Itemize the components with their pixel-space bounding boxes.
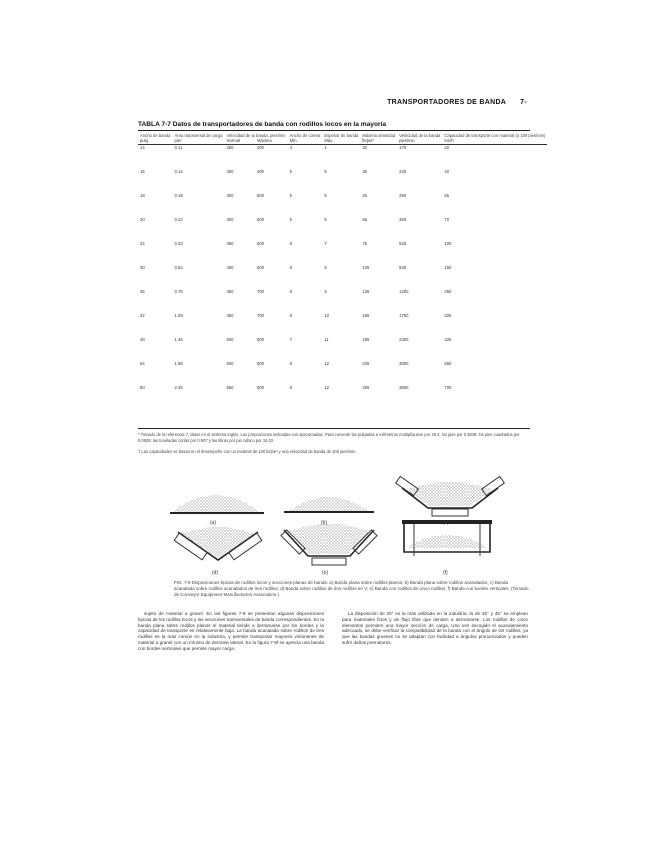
roll <box>312 558 346 565</box>
table-cell: 5 <box>289 192 292 198</box>
figure-label-b: (b) <box>321 520 328 526</box>
col-header: Capacidad de transporte con material (a 100 pies/min) <box>444 133 546 138</box>
table-row <box>138 169 547 193</box>
table-cell: 105 <box>362 264 370 270</box>
table-cell: 5 <box>324 192 327 198</box>
table-cell: 195 <box>362 336 370 342</box>
table-cell: 150 <box>444 264 452 270</box>
table-cell: 600 <box>257 216 265 222</box>
table-cell: 20 <box>444 145 450 150</box>
table-header-row <box>138 133 547 138</box>
figure-label-f: (f) <box>443 570 448 576</box>
table-footnote-2: † Las capacidades se basan en el desempeño con un material de 100 lb/pie³ y una velocidad de banda de 100 pies/min. <box>138 449 357 454</box>
table-cell: 1.88 <box>174 360 183 366</box>
panel-d <box>174 527 262 560</box>
table-cell: 800 <box>257 336 265 342</box>
unit: lb/pie³ <box>360 138 397 145</box>
table-cell: 16 <box>140 168 145 174</box>
table-cell: 7 <box>324 240 327 246</box>
material-pile <box>288 524 370 554</box>
table-cell: 40 <box>444 168 450 174</box>
table-row <box>138 337 547 361</box>
table-row <box>138 145 547 169</box>
material-pile <box>406 482 494 506</box>
table-cell: 12 <box>324 360 330 366</box>
unit: pulg <box>138 138 173 145</box>
table-cell: 840 <box>399 264 407 270</box>
table-cell: 1.09 <box>174 312 183 318</box>
table-cell: 9 <box>324 288 327 294</box>
unit: Normal <box>224 138 255 145</box>
table-cell: 100 <box>444 240 452 246</box>
table-footnote-1: * Tomado de la referencia 7, datos en el Sistema Inglés. Las proporciones indicadas son aproximadas. Para convertir las pulgadas a milímetros multiplíquese por 25.4; los pies por 0.3048; los pies cuadrados por 0.0929; las toneladas cortas por 0.907 y las libras por pie cúbico por 16.02. <box>138 432 520 443</box>
table-cell: 290 <box>399 192 407 198</box>
table-cell: 0.33 <box>174 240 183 246</box>
table-cell: 6 <box>289 288 292 294</box>
table-cell: 0.18 <box>174 192 183 198</box>
unit: Mín. <box>288 138 323 145</box>
material-pile <box>288 497 370 512</box>
col-header: Ancho de correa <box>289 133 321 138</box>
table-cell: 6 <box>289 240 292 246</box>
table-cell: 0.78 <box>174 288 183 294</box>
table-row <box>138 313 547 337</box>
table-cell: 6 <box>289 312 292 318</box>
table-cell: 1 <box>324 145 327 150</box>
table-cell: 500 <box>257 192 265 198</box>
table-cell: 400 <box>226 264 234 270</box>
table-cell: 0.53 <box>174 264 183 270</box>
body-paragraph: sujeto de material a granel. En las figuras 7-9 se presentan algunas disposiciones típicas de los rodillos locos y las secciones transversales de banda correspondientes. En la banda plana sobre rodillos planos el material tiende a derramarse por los bordes y la capacidad de transporte es relativamente baja. La banda acanalada sobre rodillos de tres rodillos es la más común en la industria, y permite transportar mayores volúmenes de material a granel con un mínimo de derrame lateral. En la figura 7-9f se aprecia una banda con bordes verticales que permite mayor carga. <box>138 611 324 651</box>
table-cell: 300 <box>226 216 234 222</box>
table-cell: 5 <box>289 216 292 222</box>
table-cell: 400 <box>257 168 265 174</box>
table-cell: 350 <box>226 240 234 246</box>
table-cell: 4 <box>289 145 292 150</box>
table-cell: 800 <box>257 384 265 390</box>
table-cell: 800 <box>257 360 265 366</box>
table-cell: 2300 <box>399 336 409 342</box>
table-row <box>138 289 547 313</box>
table-cell: 60 <box>140 384 145 390</box>
table-cell: 250 <box>226 168 234 174</box>
table-cell: 11 <box>324 336 329 342</box>
table-cell: 55 <box>444 192 450 198</box>
table-cell: 550 <box>444 360 452 366</box>
col-header: Área transversal de carga <box>174 133 223 138</box>
table-cell: 600 <box>257 264 265 270</box>
table-cell: 525 <box>399 240 407 246</box>
table-row <box>138 241 547 265</box>
unit: pie² <box>173 138 225 145</box>
table-cell: 75 <box>362 240 368 246</box>
panel-b <box>284 497 374 512</box>
table-cell: 24 <box>140 240 145 246</box>
table-cell: 10 <box>324 312 330 318</box>
table-cell: 30 <box>140 264 145 270</box>
table-cell: 30 <box>362 145 368 150</box>
table-cell: 500 <box>226 360 234 366</box>
table-row <box>138 361 547 385</box>
table-cell: 135 <box>362 288 370 294</box>
data-table <box>138 133 547 409</box>
table-cell: 54 <box>140 360 145 366</box>
table-row <box>138 217 547 241</box>
unit: ton/h <box>442 138 547 145</box>
table-cell: 42 <box>140 312 145 318</box>
table-cell: 325 <box>444 312 452 318</box>
center-roll <box>432 509 468 516</box>
table-cell: 36 <box>140 288 145 294</box>
table-cell: 20 <box>140 216 145 222</box>
table-cell: 700 <box>257 312 265 318</box>
table-cell: 300 <box>226 192 234 198</box>
unit: pies/min <box>397 138 442 145</box>
table-cell: 700 <box>257 288 265 294</box>
table-cell: 425 <box>444 336 452 342</box>
table-bottom-rule <box>138 428 530 429</box>
unit: Máxima <box>255 138 288 145</box>
belt-figure <box>170 476 540 574</box>
table-cell: 0.11 <box>174 145 183 150</box>
table-cell: 600 <box>257 240 265 246</box>
table-cell: 8 <box>324 264 327 270</box>
panel-e <box>281 524 377 565</box>
table-cell: 1.46 <box>174 336 183 342</box>
table-cell: 55 <box>362 216 368 222</box>
table-cell: 48 <box>140 336 145 342</box>
table-cell: 1250 <box>399 288 409 294</box>
body-paragraph: La disposición de 20° es la más utilizada en la industria; la de 35° y 45° se emplean para materiales finos y de flujo libre que tienden a derramarse. Los rodillos de cinco elementos permiten una mayor sección de carga. Una vez escogido el acanalamiento adecuado, se debe verificar la compatibilidad de la banda con el ángulo de los rodillos, ya que las bandas gruesas no se adaptan con facilidad a ángulos pronunciados y pueden sufrir daños prematuros. <box>342 611 528 645</box>
material-pile <box>172 495 260 512</box>
table-row <box>138 265 547 289</box>
table-cell: 35 <box>362 168 368 174</box>
table-cell: 8 <box>289 384 292 390</box>
table-cell: 550 <box>226 384 234 390</box>
table-cell: 5 <box>324 168 327 174</box>
header-title: TRANSPORTADORES DE BANDA <box>387 99 507 106</box>
table-cell: 12 <box>324 384 330 390</box>
table-cell: 8 <box>289 360 292 366</box>
table-cell: 165 <box>362 312 370 318</box>
table-cell: 225 <box>362 360 370 366</box>
table-top-rule <box>138 130 530 131</box>
material-pile <box>406 535 488 548</box>
table-cell: 175 <box>399 145 407 150</box>
table-cell: 1750 <box>399 312 409 318</box>
table-cell: 350 <box>399 216 407 222</box>
table-row <box>138 385 547 409</box>
unit: Máx. <box>322 138 360 145</box>
running-header <box>387 99 527 106</box>
table-cell: 14 <box>140 145 145 150</box>
table-cell: 0.14 <box>174 168 183 174</box>
table-cell: 3800 <box>399 384 409 390</box>
table-row <box>138 193 547 217</box>
table-cell: 18 <box>140 192 145 198</box>
table-cell: 6 <box>289 264 292 270</box>
table-cell: 450 <box>226 312 234 318</box>
figure-label-c: (c) <box>443 520 449 526</box>
col-header: Ancho de banda <box>140 133 171 138</box>
panel-a <box>170 495 264 514</box>
table-cell: 250 <box>226 145 234 150</box>
table-cell: 45 <box>362 192 368 198</box>
col-header: Velocidad de la banda <box>399 133 441 138</box>
page-number: 7- <box>520 99 527 106</box>
panel-c <box>396 476 505 516</box>
belt <box>170 512 264 514</box>
body-column-right <box>342 611 528 647</box>
table-cell: 5 <box>289 168 292 174</box>
figure-label-d: (d) <box>212 570 219 576</box>
table-cell: 70 <box>444 216 450 222</box>
table-cell: 3000 <box>399 360 409 366</box>
col-header: Velocidad de la banda, pies/min <box>226 133 286 138</box>
table-cell: 700 <box>444 384 452 390</box>
table-cell: 500 <box>226 336 234 342</box>
figure-caption: FIG. 7-9 Disposiciones típicas de rodillos locos y secciones planas de banda: a) Banda plana sobre rodillos planos; b) Banda plana sobre rodillos acanalados; c) Banda acanalada sobre rodillos acanalados de tres rodillos; d) Banda sobre rodillos de dos rodillos en V; e) Banda con rodillos de cinco rodillos; f) Banda con bordes verticales. (Tomado de Conveyor Equipment Manufacturers Association.) <box>174 580 529 597</box>
col-header: Máxima densidad <box>362 133 396 138</box>
figure-label-e: (e) <box>322 570 329 576</box>
table-cell: 7 <box>289 336 292 342</box>
table-cell: 0.22 <box>174 216 183 222</box>
figure-label-a: (a) <box>210 520 217 526</box>
table-cell: 255 <box>362 384 370 390</box>
body-column-left <box>138 611 324 653</box>
table-cell: 450 <box>226 288 234 294</box>
table-cell: 2.35 <box>174 384 183 390</box>
table-cell: 5 <box>324 216 327 222</box>
table-cell: 400 <box>257 145 265 150</box>
table-caption: TABLA 7-7 Datos de transportadores de banda con rodillos locos en la mayoría <box>138 121 387 128</box>
table-cell: 250 <box>444 288 452 294</box>
table-cell: 225 <box>399 168 407 174</box>
col-header: Espesor de banda <box>324 133 359 138</box>
